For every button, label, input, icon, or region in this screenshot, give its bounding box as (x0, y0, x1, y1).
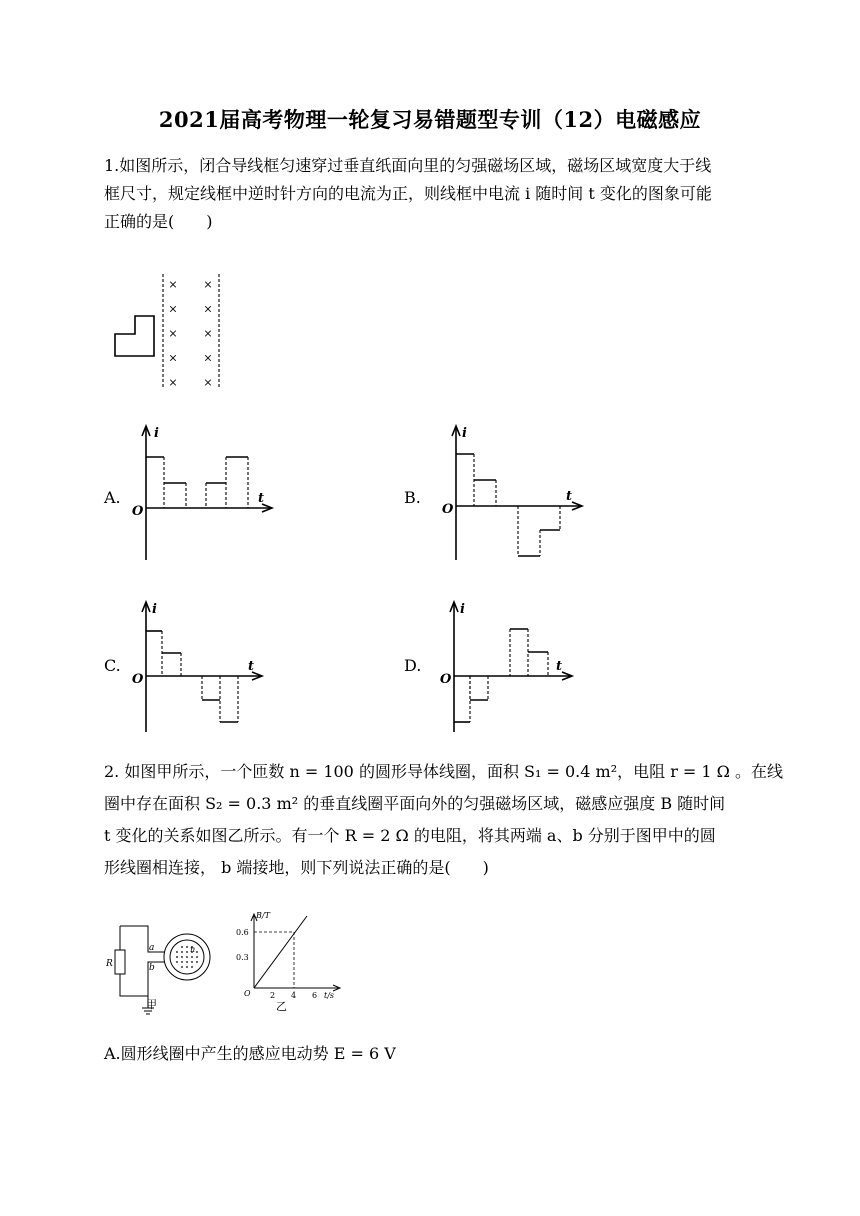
question-2-line: 形线圈相连接， b 端接地，则下列说法正确的是( ) (104, 858, 489, 877)
field-cross-mark: × (203, 376, 213, 389)
option-d-label: D. (404, 656, 422, 675)
y-axis-label: i (460, 602, 465, 617)
question-2-option-a: A.圆形线圈中产生的感应电动势 E = 6 V (104, 1044, 396, 1063)
field-dot (181, 961, 183, 963)
question-2-text (104, 756, 784, 884)
x-axis-label: t (248, 659, 255, 674)
x-tick-label: 4 (291, 991, 297, 1000)
field-dot (186, 946, 188, 948)
field-marks (168, 278, 212, 389)
field-dot (181, 946, 183, 948)
field-dot (196, 961, 198, 963)
field-dot (181, 956, 183, 958)
field-cross-mark: × (203, 302, 213, 316)
figure-jia-caption: 甲 (146, 998, 157, 1011)
field-dot (181, 966, 183, 968)
field-cross-mark: × (168, 327, 178, 340)
origin-label: O (132, 504, 144, 519)
figure-yi-graph (234, 910, 344, 1010)
field-cross-mark: × (168, 376, 178, 389)
figure-jia-circuit (104, 912, 224, 1022)
question-2-line: t 变化的关系如图乙所示。有一个 R = 2 Ω 的电阻，将其两端 a、b 分别于图甲中的圆 (104, 826, 716, 845)
x-axis-label: t (566, 489, 573, 504)
terminal-b-label: b (149, 963, 155, 973)
field-dot (191, 956, 193, 958)
field-dot (181, 951, 183, 953)
field-dot (191, 966, 193, 968)
field-cross-mark: × (203, 327, 213, 340)
question-2-line: 圈中存在面积 S₂ = 0.3 m² 的垂直线圈平面向外的匀强磁场区域，磁感应强度 B 随时间 (104, 794, 726, 813)
question-1-line: 框尺寸，规定线框中逆时针方向的电流为正，则线框中电流 i 随时间 t 变化的图象可能 (104, 184, 712, 203)
y-axis-label: i (154, 426, 159, 441)
field-dot (176, 956, 178, 958)
resistor (115, 950, 125, 974)
resistor-label: R (106, 959, 113, 969)
question-2-line: 2. 如图甲所示，一个匝数 n = 100 的圆形导体线圈，面积 S₁ = 0.4 m²，电阻 r = 1 Ω 。在线 (104, 762, 784, 781)
origin-label: O (440, 672, 452, 687)
field-dot (186, 966, 188, 968)
option-a-graph (130, 420, 280, 560)
option-a-label: A. (104, 488, 121, 507)
x-tick-label: 2 (270, 991, 276, 1000)
y-axis-label: i (152, 602, 157, 617)
coil-label: n (190, 945, 196, 954)
option-b-label: B. (404, 488, 421, 507)
field-dot (186, 951, 188, 953)
circuit-wire (120, 926, 164, 1008)
option-b-graph (440, 420, 600, 570)
field-cross-mark: × (168, 278, 178, 291)
y-axis-label: B/T (256, 911, 270, 920)
field-dot (196, 956, 198, 958)
x-axis-label: t/s (324, 991, 335, 1000)
field-dot (176, 961, 178, 963)
question-1-line: 1.如图所示，闭合导线框匀速穿过垂直纸面向里的匀强磁场区域，磁场区域宽度大于线 (104, 156, 712, 175)
x-axis-label: t (258, 491, 265, 506)
y-tick-label: 0.6 (236, 928, 249, 937)
field-dot (191, 961, 193, 963)
terminal-a-label: a (149, 943, 155, 953)
field-cross-mark: × (168, 351, 178, 365)
field-cross-mark: × (203, 351, 213, 365)
field-dot (186, 956, 188, 958)
wire-loop (115, 316, 154, 356)
origin-label: O (132, 672, 144, 687)
loop-field-figure (110, 272, 230, 392)
option-d-graph (438, 596, 598, 736)
field-cross-mark: × (203, 278, 213, 291)
field-cross-mark: × (168, 302, 178, 316)
y-axis-label: i (462, 426, 467, 441)
option-c-graph (130, 596, 280, 736)
b-t-line (254, 916, 307, 988)
question-1-text (104, 152, 764, 236)
field-dot (176, 951, 178, 953)
option-c-label: C. (104, 656, 121, 675)
field-dot (186, 961, 188, 963)
page-title: 2021届高考物理一轮复习易错题型专训（12）电磁感应 (158, 107, 702, 132)
question-1-line: 正确的是( ) (104, 212, 213, 231)
origin-label: O (244, 989, 251, 998)
y-tick-label: 0.3 (236, 953, 249, 962)
x-tick-label: 6 (312, 991, 318, 1000)
origin-label: O (442, 502, 454, 517)
figure-yi-caption: 乙 (276, 1000, 287, 1013)
field-dot (196, 951, 198, 953)
x-axis-label: t (556, 659, 563, 674)
